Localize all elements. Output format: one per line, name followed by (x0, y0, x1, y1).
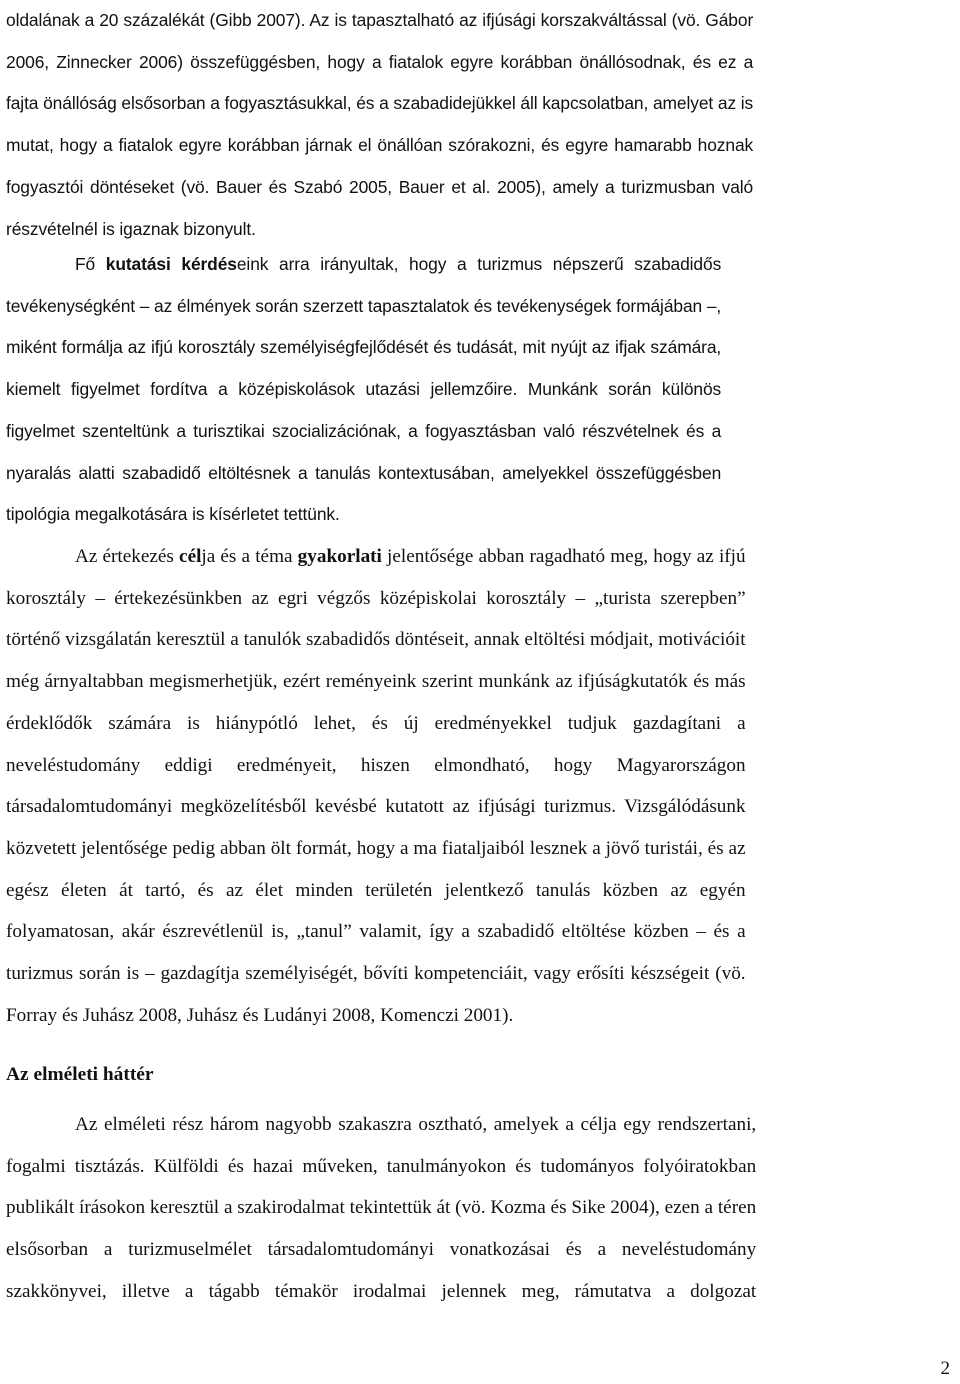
text-line: korosztály – értekezésünkben az egri végzős középiskolai korosztály – „turista szerepben” (6, 587, 746, 609)
text-line: mutat, hogy a fiatalok egyre korábban járnak el önállóan szórakozni, és egyre hamarabb hoznak (6, 135, 754, 156)
section-heading: Az elméleti háttér (6, 1064, 154, 1085)
text-line (6, 244, 721, 286)
text-line: egész életen át tartó, és az élet minden területén jelentkező tanulás közben az egyén (6, 879, 746, 901)
paragraph-intro (6, 0, 753, 250)
text-line: folyamatosan, akár észrevétlenül is, „tanul” valamit, így a szabadidő eltöltése közben – és a (6, 921, 746, 943)
paragraph-research-questions (6, 244, 721, 536)
text-line: érdeklődők számára is hiánypótló lehet, és új eredményekkel tudjuk gazdagítani a (6, 712, 746, 734)
text-line: fogyasztói döntéseket (vö. Bauer és Szabó 2005, Bauer et al. 2005), amely a turizmusban való (6, 176, 754, 197)
text-run (171, 254, 182, 274)
text-line: nyaralás alatti szabadidő eltöltésnek a tanulás kontextusában, amelyekkel összefüggésben (6, 462, 722, 483)
text-line: történő vizsgálatán keresztül a tanulók szabadidős döntéseit, annak eltöltési módjait, motivációit (6, 629, 746, 651)
text-line: fajta önállóság elsősorban a fogyasztásukkal, és a szabadidejükkel áll kapcsolatban, amelyet az is (6, 93, 754, 114)
text-run: Fő (75, 254, 106, 274)
text-line: figyelmet szenteltünk a turisztikai szocializációnak, a fogyasztásban való részvételnek és a (6, 420, 722, 441)
text-line: tevékenységként – az élmények során szerzett tapasztalatok és tevékenységek formájában –, (6, 295, 722, 316)
emphasis-kutatasi: kutatási (105, 254, 171, 274)
page-number: 2 (940, 1358, 950, 1379)
text-run: jelentősége abban ragadható meg, hogy az ifjú (381, 546, 746, 567)
paragraph-theory (6, 1104, 756, 1313)
text-line: Forray és Juhász 2008, Juhász és Ludányi 2008, Komenczi 2001). (6, 1004, 514, 1026)
text-line (6, 536, 746, 578)
paragraph-aims (6, 536, 746, 1036)
text-line: tipológia megalkotására is kísérletet tettünk. (6, 504, 340, 525)
text-line: elsősorban a turizmuselmélet társadalomtudományi vonatkozásai és a neveléstudomány (6, 1239, 757, 1261)
text-line: szakkönyvei, illetve a tágabb témakör irodalmai jelennek meg, rámutatva a dolgozat (6, 1280, 757, 1302)
text-line: közvetett jelentősége pedig abban ölt formát, hogy a ma fiataljaiból lesznek a jövő turistái, és az (6, 837, 746, 859)
text-run: ja és a téma (201, 546, 298, 567)
emphasis-kerdes: kérdés (181, 254, 237, 274)
text-line: publikált írásokon keresztül a szakirodalmat tekintettük át (vö. Kozma és Sike 2004), ezen a téren (6, 1197, 757, 1219)
text-line: fogalmi tisztázás. Külföldi és hazai műveken, tanulmányokon és tudományos folyóiratokban (6, 1155, 757, 1177)
text-line: turizmus során is – gazdagítja személyiségét, bővíti kompetenciáit, vagy erősíti készségeit (vö. (6, 963, 746, 985)
text-line: oldalának a 20 százalékát (Gibb 2007). Az is tapasztalható az ifjúsági korszakváltással (vö. Gábor (6, 10, 754, 30)
text-line: részvételnél is igaznak bizonyult. (6, 218, 256, 239)
text-line: kiemelt figyelmet fordítva a középiskolások utazási jellemzőire. Munkánk során különös (6, 379, 722, 400)
emphasis-cel: cél (179, 546, 202, 567)
text-line: társadalomtudományi megközelítésből kevésbé kutatott az ifjúsági turizmus. Vizsgálódásunk (6, 796, 746, 818)
text-line: miként formálja az ifjú korosztály személyiségfejlődését és tudását, mit nyújt az ifjak számára, (6, 337, 722, 358)
text-run: eink arra irányultak, hogy a turizmus népszerű szabadidős (236, 254, 722, 274)
text-run: Az értekezés (75, 546, 180, 567)
emphasis-gyakorlati: gyakorlati (297, 546, 382, 567)
text-line: neveléstudomány eddigi eredményeit, hiszen elmondható, hogy Magyarországon (6, 754, 746, 776)
text-line: 2006, Zinnecker 2006) összefüggésben, hogy a fiatalok egyre korábban önállósodnak, és ez a (6, 51, 754, 72)
text-line: Az elméleti rész három nagyobb szakaszra osztható, amelyek a célja egy rendszertani, (75, 1114, 757, 1135)
text-line: még árnyaltabban megismerhetjük, ezért reményeink szerint munkánk az ifjúságkutatók és más (6, 671, 746, 693)
